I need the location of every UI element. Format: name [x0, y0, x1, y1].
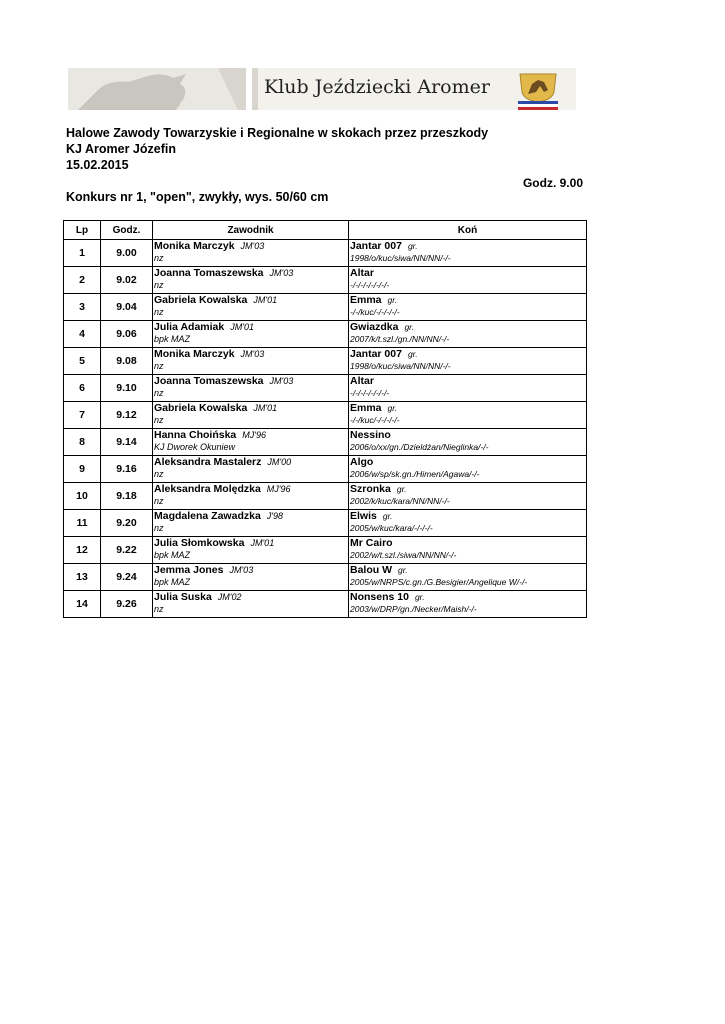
rider-cell	[153, 402, 349, 429]
club-banner	[68, 68, 576, 110]
row-number: 2	[64, 267, 101, 294]
rider-club: nz	[154, 361, 164, 371]
table-row	[64, 348, 587, 375]
rider-name: Julia Adamiak	[154, 321, 225, 333]
rider-club: nz	[154, 604, 164, 614]
rider-cell	[153, 321, 349, 348]
rider-name: Joanna Tomaszewska	[154, 375, 264, 387]
horse-line	[349, 483, 586, 495]
rider-line	[153, 267, 348, 279]
horse-details: -/-/-/-/-/-/-/-	[350, 280, 390, 290]
rider-line	[153, 348, 348, 360]
horse-cell	[349, 402, 587, 429]
row-number: 12	[64, 537, 101, 564]
horse-class: gr.	[404, 322, 415, 332]
rider-line	[153, 321, 348, 333]
horse-details: 2003/w/DRP/gn./Necker/Maish/-/-	[350, 604, 477, 614]
event-date: 15.02.2015	[66, 158, 129, 172]
rider-cell	[153, 564, 349, 591]
row-time: 9.16	[101, 456, 153, 483]
row-time: 9.26	[101, 591, 153, 618]
horse-details: 1998/o/kuc/siwa/NN/NN/-/-	[350, 253, 451, 263]
rider-line	[153, 429, 348, 441]
horse-line	[349, 591, 586, 603]
horse-cell	[349, 240, 587, 267]
horse-line	[349, 402, 586, 414]
rider-club: nz	[154, 496, 164, 506]
row-number: 10	[64, 483, 101, 510]
rider-name: Julia Suska	[154, 591, 212, 603]
table-row	[64, 537, 587, 564]
rider-category: JM'03	[240, 349, 265, 359]
rider-line	[153, 375, 348, 387]
rider-cell	[153, 483, 349, 510]
rider-name: Magdalena Zawadzka	[154, 510, 261, 522]
rider-cell	[153, 375, 349, 402]
table-row	[64, 483, 587, 510]
column-header-time: Godz.	[101, 221, 153, 240]
row-time: 9.00	[101, 240, 153, 267]
horse-line	[349, 429, 586, 441]
row-time: 9.10	[101, 375, 153, 402]
horse-name: Elwis	[350, 510, 377, 522]
horse-line	[349, 294, 586, 306]
row-number: 6	[64, 375, 101, 402]
row-time: 9.08	[101, 348, 153, 375]
row-number: 3	[64, 294, 101, 321]
rider-category: JM'03	[229, 565, 254, 575]
rider-line	[153, 483, 348, 495]
table-header-row	[64, 221, 587, 240]
horse-class: gr.	[407, 241, 418, 251]
rider-line	[153, 591, 348, 603]
rider-line	[153, 402, 348, 414]
horse-name: Gwiazdka	[350, 321, 399, 333]
rider-category: JM'00	[267, 457, 292, 467]
rider-line	[153, 537, 348, 549]
horse-name: Mr Cairo	[350, 537, 393, 549]
rider-name: Aleksandra Mastalerz	[154, 456, 262, 468]
row-time: 9.12	[101, 402, 153, 429]
horse-details: 2002/k/kuc/kara/NN/NN/-/-	[350, 496, 450, 506]
horse-cell	[349, 429, 587, 456]
row-number: 7	[64, 402, 101, 429]
rider-category: JM'01	[253, 403, 278, 413]
horse-details: 2005/w/NRPS/c.gn./G.Besigier/Angelique W/-/-	[350, 577, 528, 587]
rider-club: nz	[154, 523, 164, 533]
rider-club: nz	[154, 253, 164, 263]
table-row	[64, 240, 587, 267]
table-row	[64, 429, 587, 456]
horse-class: gr.	[398, 565, 408, 575]
table-row	[64, 402, 587, 429]
rider-name: Aleksandra Molędzka	[154, 483, 261, 495]
rider-cell	[153, 429, 349, 456]
column-header-lp: Lp	[64, 221, 101, 240]
row-number: 4	[64, 321, 101, 348]
club-logo-icon	[514, 70, 562, 110]
rider-club: nz	[154, 280, 164, 290]
horse-details: -/-/kuc/-/-/-/-/-	[350, 307, 400, 317]
rider-name: Julia Słomkowska	[154, 537, 245, 549]
horse-line	[349, 510, 586, 522]
rider-club: nz	[154, 469, 164, 479]
horse-name: Altar	[350, 375, 374, 387]
horse-line	[349, 537, 586, 549]
row-time: 9.20	[101, 510, 153, 537]
rider-category: JM'02	[217, 592, 242, 602]
rider-name: Monika Marczyk	[154, 348, 235, 360]
event-title: Halowe Zawody Towarzyskie i Regionalne w skokach przez przeszkody	[66, 126, 489, 140]
start-time: Godz. 9.00	[522, 176, 583, 190]
horse-class: gr.	[387, 295, 398, 305]
row-time: 9.06	[101, 321, 153, 348]
rider-name: Gabriela Kowalska	[154, 294, 248, 306]
table-row	[64, 564, 587, 591]
horse-name: Szronka	[350, 483, 391, 495]
row-time: 9.14	[101, 429, 153, 456]
rider-category: JM'01	[253, 295, 278, 305]
horse-cell	[349, 321, 587, 348]
horse-class: gr.	[414, 592, 425, 602]
horse-class: gr.	[407, 349, 418, 359]
horse-name: Balou W	[350, 564, 392, 576]
event-venue: KJ Aromer Józefin	[66, 142, 176, 156]
table-row	[64, 510, 587, 537]
rider-category: JM'03	[240, 241, 265, 251]
table-row	[64, 294, 587, 321]
rider-line	[153, 294, 348, 306]
row-time: 9.18	[101, 483, 153, 510]
horse-name: Emma	[350, 294, 382, 306]
row-number: 1	[64, 240, 101, 267]
rider-line	[153, 510, 348, 522]
horse-details: 1998/o/kuc/siwa/NN/NN/-/-	[350, 361, 451, 371]
horse-line	[349, 321, 586, 333]
table-row	[64, 321, 587, 348]
table-row	[64, 591, 587, 618]
rider-name: Joanna Tomaszewska	[154, 267, 264, 279]
rider-cell	[153, 537, 349, 564]
horse-line	[349, 240, 586, 252]
rider-cell	[153, 294, 349, 321]
start-list-table	[63, 220, 587, 618]
table-row	[64, 267, 587, 294]
horse-name: Algo	[350, 456, 374, 468]
rider-club: nz	[154, 307, 164, 317]
rider-club: bpk MAZ	[154, 550, 191, 560]
contest-title: Konkurs nr 1, "open", zwykły, wys. 50/60 cm	[66, 190, 329, 204]
column-header-horse: Koń	[349, 221, 587, 240]
row-time: 9.24	[101, 564, 153, 591]
horse-cell	[349, 375, 587, 402]
horse-line	[349, 375, 586, 387]
rider-category: MJ'96	[266, 484, 291, 494]
rider-club: KJ Dworek Okuniew	[154, 442, 236, 452]
rider-name: Gabriela Kowalska	[154, 402, 248, 414]
rider-category: JM'01	[230, 322, 254, 332]
rider-club: nz	[154, 388, 164, 398]
rider-line	[153, 564, 348, 576]
horse-details: 2007/k/t.szl./gn./NN/NN/-/-	[350, 334, 450, 344]
rider-club: bpk MAZ	[154, 334, 191, 344]
horse-line	[349, 267, 586, 279]
horse-class: gr.	[396, 484, 407, 494]
horse-name: Jantar 007	[350, 240, 402, 252]
club-title: Klub Jeździecki Aromer	[264, 76, 490, 98]
horse-cell	[349, 348, 587, 375]
rider-name: Monika Marczyk	[154, 240, 235, 252]
rider-category: MJ'96	[242, 430, 267, 440]
rider-category: J'98	[266, 511, 284, 521]
rider-cell	[153, 510, 349, 537]
horse-details: -/-/kuc/-/-/-/-/-	[350, 415, 400, 425]
rider-category: JM'01	[250, 538, 275, 548]
horse-name: Emma	[350, 402, 382, 414]
horse-cell	[349, 267, 587, 294]
rider-cell	[153, 456, 349, 483]
horse-details: -/-/-/-/-/-/-/-	[350, 388, 390, 398]
horse-cell	[349, 537, 587, 564]
horse-line	[349, 564, 586, 576]
horse-details: 2002/w/t.szl./siwa/NN/NN/-/-	[350, 550, 457, 560]
rider-line	[153, 456, 348, 468]
horse-name: Nonsens 10	[350, 591, 409, 603]
table-row	[64, 375, 587, 402]
rider-cell	[153, 240, 349, 267]
horse-cell	[349, 591, 587, 618]
row-time: 9.04	[101, 294, 153, 321]
horse-class: gr.	[387, 403, 398, 413]
rider-category: JM'03	[269, 268, 294, 278]
row-number: 11	[64, 510, 101, 537]
rider-club: nz	[154, 415, 164, 425]
horse-name: Jantar 007	[350, 348, 402, 360]
rider-club: bpk MAZ	[154, 577, 191, 587]
horse-name: Nessino	[350, 429, 391, 441]
rider-name: Jemma Jones	[154, 564, 224, 576]
horse-cell	[349, 510, 587, 537]
horse-class: gr.	[382, 511, 393, 521]
rider-name: Hanna Choińska	[154, 429, 237, 441]
row-number: 5	[64, 348, 101, 375]
horse-details: 2006/w/sp/sk.gn./Himen/Agawa/-/-	[350, 469, 480, 479]
row-time: 9.02	[101, 267, 153, 294]
rider-line	[153, 240, 348, 252]
horse-line	[349, 348, 586, 360]
row-number: 8	[64, 429, 101, 456]
row-number: 14	[64, 591, 101, 618]
horse-details: 2005/w/kuc/kara/-/-/-/-	[350, 523, 433, 533]
rider-category: JM'03	[269, 376, 294, 386]
horse-details: 2006/o/xx/gn./Dzieldżan/Nieglinka/-/-	[350, 442, 489, 452]
rider-cell	[153, 348, 349, 375]
horse-name: Altar	[350, 267, 374, 279]
row-number: 13	[64, 564, 101, 591]
horse-line	[349, 456, 586, 468]
horse-cell	[349, 294, 587, 321]
row-time: 9.22	[101, 537, 153, 564]
rider-cell	[153, 591, 349, 618]
rider-cell	[153, 267, 349, 294]
table-row	[64, 456, 587, 483]
horse-silhouette-image	[68, 68, 258, 110]
horse-cell	[349, 483, 587, 510]
horse-cell	[349, 564, 587, 591]
column-header-rider: Zawodnik	[153, 221, 349, 240]
horse-cell	[349, 456, 587, 483]
row-number: 9	[64, 456, 101, 483]
